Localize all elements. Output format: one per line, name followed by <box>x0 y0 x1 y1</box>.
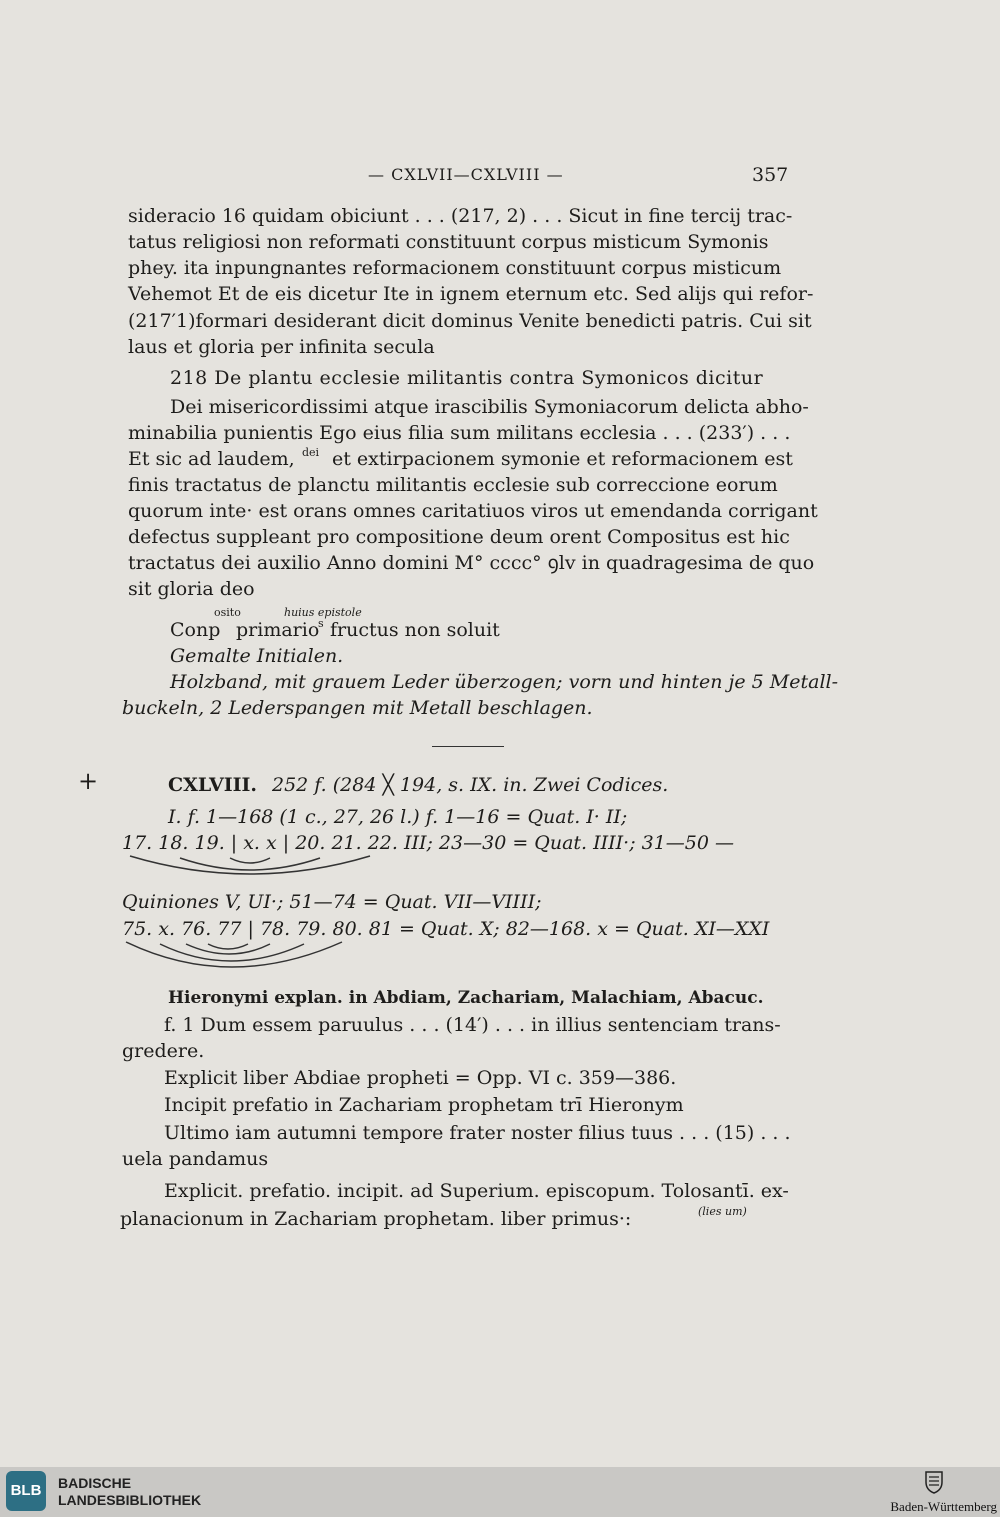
text-line: sideracio 16 quidam obiciunt . . . (217, 2) . . . Sicut in fine tercij trac- <box>128 205 793 227</box>
quire-line: I. f. 1—168 (1 c., 27, 26 l.) f. 1—16 = Quat. I· II; <box>168 806 628 828</box>
divider <box>432 746 504 747</box>
text-line: Ultimo iam autumni tempore frater noster filius tuus . . . (15) . . . <box>164 1122 791 1144</box>
blb-logo[interactable]: BLB <box>6 1471 46 1511</box>
note-lies-um: (lies um) <box>698 1205 747 1218</box>
codex-number: CXLVIII. <box>168 774 257 796</box>
text-line: (217′1)formari desiderant dicit dominus Venite benedicti patris. Cui sit <box>128 310 812 332</box>
quire-arcs-1 <box>120 852 400 878</box>
text-line: Vehemot Et de eis dicetur Ite in ignem eternum etc. Sed alijs qui refor- <box>128 283 814 305</box>
text-line: sit gloria deo <box>128 578 255 600</box>
text-line: Explicit liber Abdiae propheti = Opp. VI c. 359—386. <box>164 1067 677 1089</box>
codex-description: 252 f. (284 ╳ 194, s. IX. in. Zwei Codices. <box>272 774 669 796</box>
text-line: Explicit. prefatio. incipit. ad Superium. episcopum. Tolosantī. ex- <box>164 1180 789 1202</box>
text-line: tatus religiosi non reformati constituunt corpus misticum Symonis <box>128 231 769 253</box>
quire-line: 75. x. 76. 77 | 78. 79. 80. 81 = Quat. X; 82—168. x = Quat. XI—XXI <box>122 918 770 940</box>
quire-line: 17. 18. 19. | x. x | 20. 21. 22. III; 23—30 = Quat. IIII·; 31—50 — <box>122 832 735 854</box>
page-number: 357 <box>752 164 789 186</box>
library-name-line2: LANDESBIBLIOTHEK <box>58 1492 202 1508</box>
text-line: defectus suppleant pro compositione deum orent Compositus est hic <box>128 526 790 548</box>
text-line: laus et gloria per infinita secula <box>128 336 435 358</box>
text-line: Et sic ad laudem, <box>128 448 295 470</box>
superscript-s: s <box>318 617 324 630</box>
note-initials: Gemalte Initialen. <box>170 645 344 667</box>
text-line: tractatus dei auxilio Anno domini M° cccc° ꝯlv in quadragesima de quo <box>128 552 815 574</box>
state-name: Baden-Württemberg <box>890 1499 997 1514</box>
superscript-osito: osito <box>214 606 241 619</box>
content-heading: Hieronymi explan. in Abdiam, Zachariam, Malachiam, Abacuc. <box>168 988 764 1008</box>
text-line: phey. ita inpungnantes reformacionem constituunt corpus misticum <box>128 257 782 279</box>
text-line: planacionum in Zachariam prophetam. liber primus·: <box>120 1208 632 1230</box>
state-crest-icon <box>924 1470 944 1494</box>
text-line: quorum inte· est orans omnes caritatiuos viros ut emendanda corrigant <box>128 500 818 522</box>
text-line: Conp <box>170 619 221 641</box>
text-line: et extirpacionem symonie et reformacionem est <box>332 448 793 470</box>
quire-line: Quiniones V, UI·; 51—74 = Quat. VII—VIIII; <box>122 891 542 913</box>
text-line: minabilia punientis Ego eius filia sum militans ecclesia . . . (233′) . . . <box>128 422 791 444</box>
text-line: Dei misericordissimi atque irascibilis Symoniacorum delicta abho- <box>170 396 809 418</box>
text-line: finis tractatus de planctu militantis ecclesie sub correccione eorum <box>128 474 778 496</box>
note-binding: buckeln, 2 Lederspangen mit Metall beschlagen. <box>122 697 593 719</box>
text-line: Incipit prefatio in Zachariam prophetam trī Hieronym <box>164 1094 684 1116</box>
text-line: f. 1 Dum essem paruulus . . . (14′) . . . in illius sentenciam trans- <box>164 1014 781 1036</box>
quire-arcs-2 <box>120 938 360 972</box>
margin-cross-mark: + <box>78 767 99 795</box>
text-line: primario <box>236 619 320 641</box>
text-line: uela pandamus <box>122 1148 269 1170</box>
section-heading-218: 218 De plantu ecclesie militantis contra Symonicos dicitur <box>170 367 764 389</box>
running-title: — CXLVII—CXLVIII — <box>368 165 564 184</box>
superscript-huius-epistole: huius epistole <box>284 606 362 619</box>
text-line: gredere. <box>122 1040 205 1062</box>
text-line: fructus non soluit <box>330 619 500 641</box>
superscript-dei: dei <box>302 446 320 459</box>
library-name-line1: BADISCHE <box>58 1475 132 1491</box>
note-binding: Holzband, mit grauem Leder überzogen; vorn und hinten je 5 Metall- <box>170 671 839 693</box>
